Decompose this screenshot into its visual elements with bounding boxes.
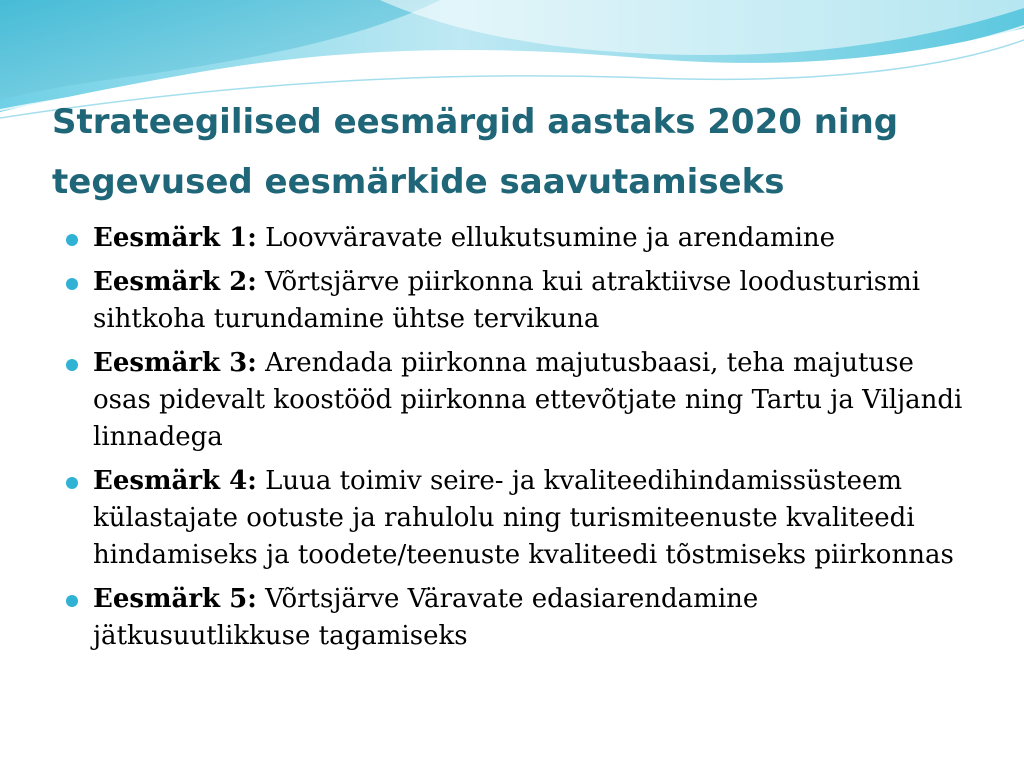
goal-text: Luua toimiv seire- ja kvaliteedihindamissüsteem külastajate ootuste ja rahulolu ning turismiteenuste kvaliteedi hindamiseks ja toodete/teenuste kvaliteedi tõstmiseks piirkonnas: [93, 466, 954, 570]
goal-item-1: [66, 220, 966, 257]
bullet-icon: [66, 359, 78, 371]
goal-text: Võrtsjärve piirkonna kui atraktiivse loodusturismi sihtkoha turundamine ühtse tervikuna: [93, 267, 921, 334]
bullet-icon: [66, 595, 78, 607]
goal-text: Loovväravate ellukutsumine ja arendamine: [265, 223, 836, 253]
goal-label: Eesmärk 3:: [93, 348, 257, 378]
goal-item-5: [66, 581, 966, 655]
bullet-icon: [66, 278, 78, 290]
goal-label: Eesmärk 2:: [93, 267, 257, 297]
goal-text: Võrtsjärve Väravate edasiarendamine jätkusuutlikkuse tagamiseks: [93, 584, 759, 651]
goal-item-4: [66, 463, 966, 574]
goal-item-2: [66, 264, 966, 338]
goal-item-3: [66, 345, 966, 456]
bullet-icon: [66, 234, 78, 246]
goal-text: Arendada piirkonna majutusbaasi, teha majutuse osas pidevalt koostööd piirkonna ettevõtjate ning Tartu ja Viljandi linnadega: [93, 348, 963, 452]
goal-label: Eesmärk 5:: [93, 584, 257, 614]
goal-label: Eesmärk 4:: [93, 466, 257, 496]
goal-label: Eesmärk 1:: [93, 223, 257, 253]
slide-title: Strateegilised eesmärgid aastaks 2020 ning tegevused eesmärkide saavutamiseks: [52, 102, 899, 202]
bullet-icon: [66, 477, 78, 489]
goals-list: [66, 220, 966, 662]
